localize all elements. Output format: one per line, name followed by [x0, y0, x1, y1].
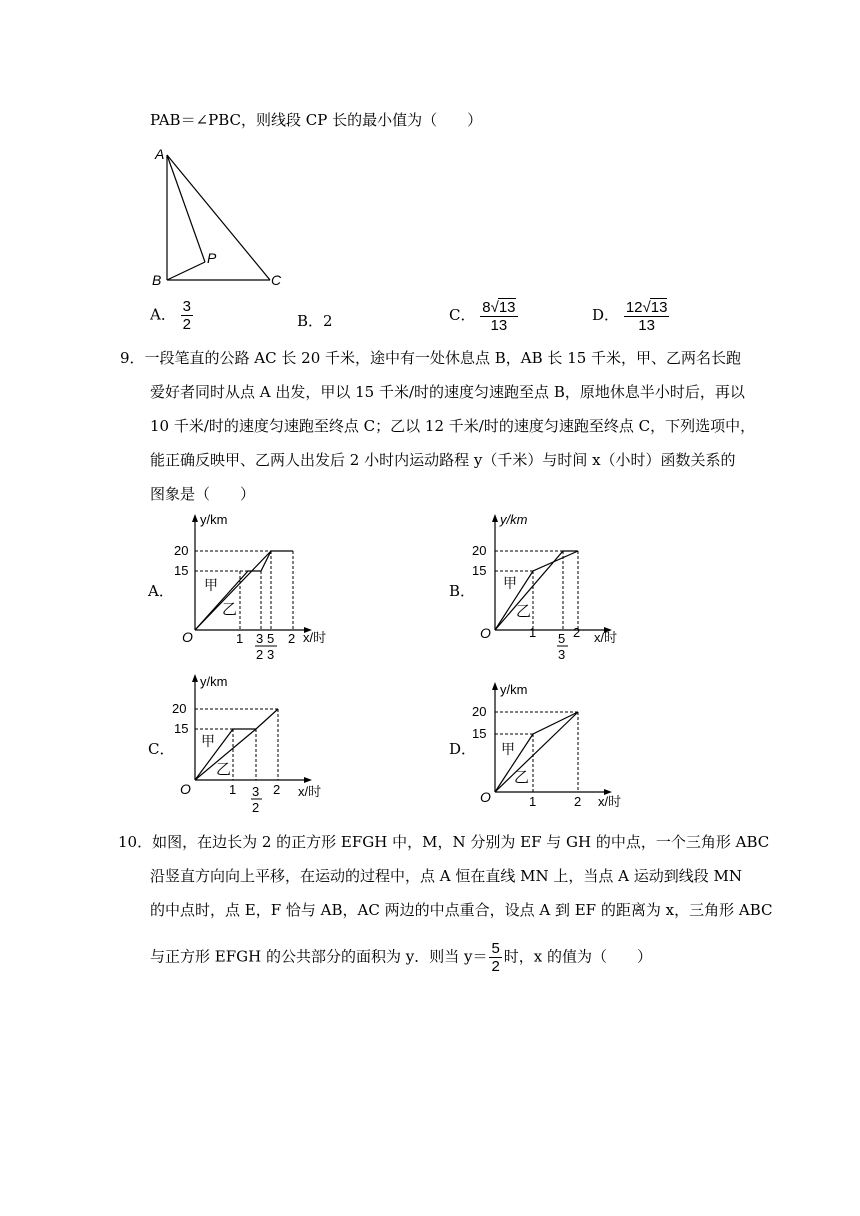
tick-5-3-num: 5: [558, 631, 566, 646]
tick-3-2-num: 3: [252, 784, 260, 799]
q9-option-b-letter: B．: [449, 582, 476, 600]
option-value: 2: [323, 312, 333, 330]
tick-5-3-num: 5: [267, 631, 275, 646]
q10-line-4-pre: 与正方形 EFGH 的公共部分的面积为 y．则当 y＝: [150, 947, 488, 966]
label-P: P: [207, 250, 217, 266]
y-axis-label: y/km: [500, 512, 528, 527]
label-B: B: [152, 272, 162, 288]
tick-2: 2: [574, 794, 582, 809]
jia-label: 甲: [503, 575, 517, 591]
q9-line-4: 能正确反映甲、乙两人出发后 2 小时内运动路程 y（千米）与时间 x（小时）函数关系的: [150, 451, 736, 469]
tick-15: 15: [472, 726, 487, 741]
tick-20: 20: [472, 543, 487, 558]
tick-3-2-den: 2: [256, 647, 264, 662]
jia-label: 甲: [501, 741, 515, 757]
tick-20: 20: [472, 704, 487, 719]
graph-c: [170, 670, 340, 825]
q10-line-4-post: 时，x 的值为（ ）: [503, 947, 653, 966]
x-axis-label: x/时: [598, 794, 622, 809]
q10-line-3: 的中点时，点 E，F 恰与 AB，AC 两边的中点重合，设点 A 到 EF 的距离为 x，三角形 ABC: [150, 901, 773, 919]
tick-20: 20: [172, 701, 187, 716]
tick-1: 1: [229, 782, 237, 797]
x-axis-label: x/时: [303, 630, 327, 645]
tick-5-3-den: 3: [558, 647, 566, 662]
fraction: $\frac{12√13}{13}$: [625, 299, 668, 334]
tick-3-2-num: 3: [256, 631, 264, 646]
tick-2: 2: [573, 625, 581, 640]
q9-option-c-letter: C．: [148, 740, 175, 758]
label-C: C: [271, 272, 282, 288]
y-axis-label: y/km: [200, 512, 228, 527]
origin-label: O: [480, 789, 491, 805]
yi-label: 乙: [516, 603, 532, 620]
q8-tail-text: PAB＝∠PBC，则线段 CP 长的最小值为（ ）: [150, 111, 483, 129]
q10-line-2: 沿竖直方向向上平移，在运动的过程中，点 A 恒在直线 MN 上，当点 A 运动到线段 MN: [150, 867, 743, 885]
tick-15: 15: [174, 563, 189, 578]
q8-option-d: [592, 298, 669, 334]
yi-label: 乙: [514, 769, 530, 786]
origin-label: O: [182, 629, 193, 645]
jia-label: 甲: [201, 733, 215, 749]
q10-line-4: [150, 940, 652, 975]
q8-option-a: [150, 298, 193, 333]
x-axis-label: x/时: [594, 630, 618, 645]
tick-3-2-den: 2: [252, 800, 260, 815]
tick-20: 20: [174, 543, 189, 558]
fraction: $\frac{8√13}{13}$: [482, 299, 516, 334]
q8-triangle-figure: [150, 145, 290, 290]
graph-a: [170, 510, 340, 665]
tick-5-3-den: 3: [267, 647, 275, 662]
tick-2: 2: [288, 631, 296, 646]
y-axis-label: y/km: [200, 674, 228, 689]
label-A: A: [155, 146, 165, 162]
q9-option-a-letter: A．: [148, 582, 174, 600]
origin-label: O: [480, 625, 491, 641]
yi-label: 乙: [216, 761, 232, 778]
tick-15: 15: [472, 563, 487, 578]
q8-option-b: [297, 310, 333, 331]
graph-b: [470, 510, 640, 665]
yi-label: 乙: [222, 601, 238, 618]
tick-1: 1: [529, 794, 537, 809]
x-axis-label: x/时: [298, 784, 322, 799]
q10-line-1: 10．如图，在边长为 2 的正方形 EFGH 中，M，N 分别为 EF 与 GH 的中点，一个三角形 ABC: [118, 833, 770, 851]
graph-d: [470, 678, 640, 818]
q8-option-c: [449, 298, 518, 334]
tick-15: 15: [174, 721, 189, 736]
q9-line-3: 10 千米/时的速度匀速跑至终点 C；乙以 12 千米/时的速度匀速跑至终点 C，下列选项中，: [150, 417, 756, 435]
tick-1: 1: [529, 625, 537, 640]
tick-1: 1: [236, 631, 244, 646]
fraction: $\frac{3}{2}$: [182, 298, 191, 333]
jia-label: 甲: [204, 577, 218, 593]
q9-line-2: 爱好者同时从点 A 出发，甲以 15 千米/时的速度匀速跑至点 B，原地休息半小时后，再以: [150, 383, 745, 401]
fraction: $\frac{5}{2}$: [491, 940, 500, 975]
q9-line-5: 图象是（ ）: [150, 485, 256, 503]
q9-option-d-letter: D．: [449, 740, 477, 758]
option-letter: C．: [449, 306, 476, 324]
option-letter: A．: [150, 305, 176, 324]
tick-2: 2: [273, 782, 281, 797]
option-letter: D．: [592, 306, 620, 324]
q9-line-1: 9．一段笔直的公路 AC 长 20 千米，途中有一处休息点 B，AB 长 15 千米，甲、乙两名长跑: [120, 349, 742, 367]
y-axis-label: y/km: [500, 682, 528, 697]
origin-label: O: [180, 781, 191, 797]
option-letter: B．: [297, 312, 324, 330]
